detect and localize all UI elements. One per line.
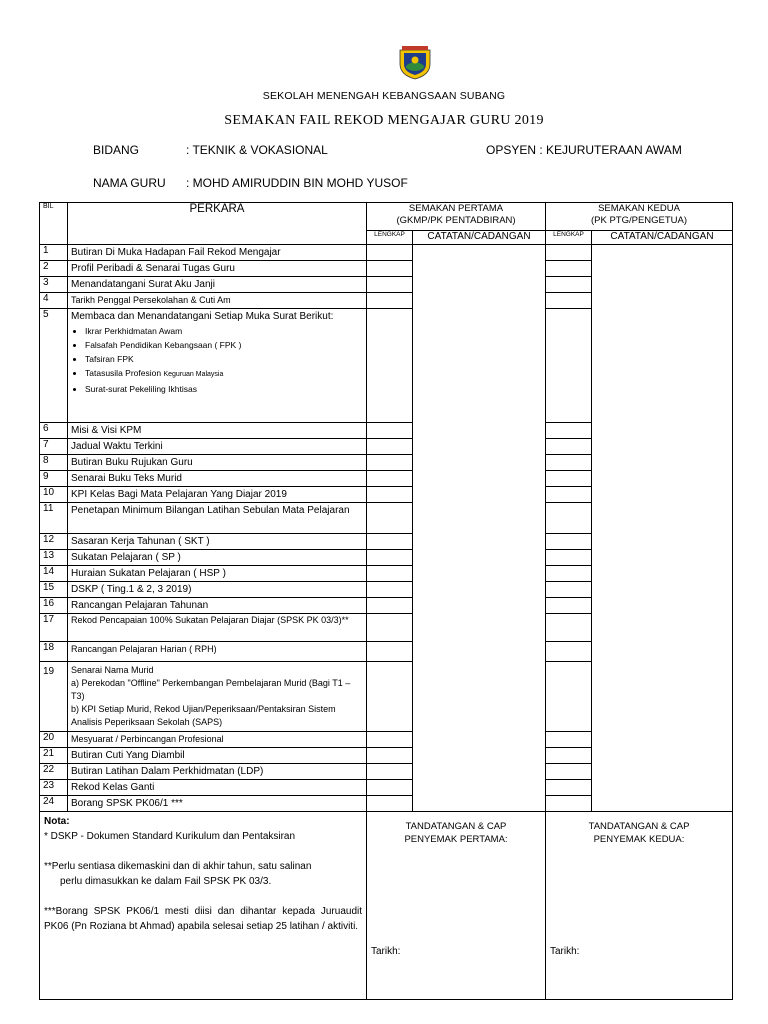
row-item: Butiran Cuti Yang Diambil <box>68 748 367 764</box>
row-item: Borang SPSK PK06/1 *** <box>68 796 367 812</box>
row-item: Mesyuarat / Perbincangan Profesional <box>68 732 367 748</box>
bullet-item: • Falsafah Pendidikan Kebangsaan ( FPK ) <box>85 338 363 352</box>
lengkap-check-2[interactable] <box>546 487 592 503</box>
row-item: Tarikh Penggal Persekolahan & Cuti Am <box>68 293 367 309</box>
row-number: 20 <box>40 732 68 748</box>
row-number: 10 <box>40 487 68 503</box>
signature-first-line1: TANDATANGAN & CAP <box>405 821 507 832</box>
row-item: DSKP ( Ting.1 & 2, 3 2019) <box>68 582 367 598</box>
lengkap-check-2[interactable] <box>546 642 592 662</box>
semakan-pertama-line1: SEMAKAN PERTAMA <box>408 203 504 214</box>
row-item: Profil Peribadi & Senarai Tugas Guru <box>68 261 367 277</box>
lengkap-check-1[interactable] <box>367 277 413 293</box>
row-item: Rancangan Pelajaran Tahunan <box>68 598 367 614</box>
row-item-text: Membaca dan Menandatangani Setiap Muka Surat Berikut: <box>71 311 334 322</box>
lengkap-check-2[interactable] <box>546 261 592 277</box>
bullet-item: • Ikrar Perkhidmatan Awam <box>85 324 363 338</box>
row-item <box>68 309 367 423</box>
row-number: 14 <box>40 566 68 582</box>
row-number: 23 <box>40 780 68 796</box>
nama-guru-label: NAMA GURU <box>93 176 166 190</box>
row-item: Butiran Buku Rujukan Guru <box>68 455 367 471</box>
row-item: Menandatangani Surat Aku Janji <box>68 277 367 293</box>
lengkap-check-2[interactable] <box>546 550 592 566</box>
bullet-item: • Tafsiran FPK <box>85 352 363 366</box>
notes-row <box>40 812 733 1000</box>
bullet-item <box>85 366 363 382</box>
row-item: Misi & Visi KPM <box>68 423 367 439</box>
row-number: 17 <box>40 614 68 642</box>
lengkap-check-1[interactable] <box>367 309 413 423</box>
lengkap-check-1[interactable] <box>367 534 413 550</box>
table-row <box>40 245 733 261</box>
semakan-kedua-header <box>546 203 733 231</box>
signature-second-line2: PENYEMAK KEDUA: <box>593 834 685 845</box>
row-number: 4 <box>40 293 68 309</box>
catatan-cell-2[interactable] <box>592 245 733 812</box>
lengkap-check-1[interactable] <box>367 293 413 309</box>
perkara-header: PERKARA <box>68 203 367 245</box>
lengkap-check-2[interactable] <box>546 582 592 598</box>
nama-guru-value: : MOHD AMIRUDDIN BIN MOHD YUSOF <box>186 176 408 190</box>
lengkap-check-1[interactable] <box>367 261 413 277</box>
tarikh-first-label: Tarikh: <box>371 946 401 957</box>
lengkap-check-2[interactable] <box>546 566 592 582</box>
row-item-line1: Senarai Nama Murid <box>71 665 154 675</box>
lengkap-check-2[interactable] <box>546 293 592 309</box>
row-number: 6 <box>40 423 68 439</box>
row-item-line2: a) Perekodan "Offline" Perkembangan Pembelajaran Murid (Bagi T1 – T3) <box>71 678 351 701</box>
lengkap-check-1[interactable] <box>367 503 413 534</box>
note-perlu-line1: **Perlu sentiasa dikemaskini dan di akhir tahun, satu salinan <box>44 861 312 872</box>
semakan-kedua-line2: (PK PTG/PENGETUA) <box>590 215 688 226</box>
lengkap-check-1[interactable] <box>367 455 413 471</box>
lengkap-check-2[interactable] <box>546 503 592 534</box>
signature-first-label <box>367 820 545 846</box>
signature-second-label <box>546 820 732 846</box>
row-item: Rancangan Pelajaran Harian ( RPH) <box>68 642 367 662</box>
lengkap-check-1[interactable] <box>367 764 413 780</box>
bullet-suffix: Keguruan Malaysia <box>163 371 224 378</box>
row-number: 21 <box>40 748 68 764</box>
school-crest-logo <box>396 44 434 80</box>
bullet-text: Tatasusila Profesion <box>85 368 162 378</box>
bullet-item: • Surat-surat Pekeliling Ikhtisas <box>85 382 363 396</box>
lengkap-check-2[interactable] <box>546 309 592 423</box>
semakan-pertama-line2: (GKMP/PK PENTADBIRAN) <box>396 215 516 226</box>
lengkap-check-2[interactable] <box>546 780 592 796</box>
lengkap-check-1[interactable] <box>367 550 413 566</box>
row-number: 15 <box>40 582 68 598</box>
note-dskp: * DSKP - Dokumen Standard Kurikulum dan Pentaksiran <box>44 831 296 842</box>
lengkap-check-2[interactable] <box>546 439 592 455</box>
notes-section <box>40 812 367 1000</box>
row-item-line3: b) KPI Setiap Murid, Rekod Ujian/Peperiksaan/Pentaksiran Sistem Analisis Peperiksaan Sekolah (SAPS) <box>71 704 336 727</box>
semakan-pertama-header <box>367 203 546 231</box>
lengkap-check-2[interactable] <box>546 662 592 732</box>
row-number: 24 <box>40 796 68 812</box>
lengkap-check-2[interactable] <box>546 471 592 487</box>
lengkap-check-2[interactable] <box>546 455 592 471</box>
bidang-value: : TEKNIK & VOKASIONAL <box>186 143 328 157</box>
note-borang: ***Borang SPSK PK06/1 mesti diisi dan dihantar kepada Juruaudit PK06 (Pn Roziana bt Ahmad) apabila selesai setiap 25 latihan / aktiviti. <box>44 906 362 932</box>
lengkap-check-1[interactable] <box>367 732 413 748</box>
lengkap-check-2[interactable] <box>546 245 592 261</box>
catatan-cell-1[interactable] <box>413 245 546 812</box>
lengkap-check-1[interactable] <box>367 662 413 732</box>
row-item: KPI Kelas Bagi Mata Pelajaran Yang Diajar 2019 <box>68 487 367 503</box>
lengkap-check-2[interactable] <box>546 423 592 439</box>
lengkap-check-1[interactable] <box>367 471 413 487</box>
signature-second-section <box>546 812 733 1000</box>
school-name: SEKOLAH MENENGAH KEBANGSAAN SUBANG <box>262 90 506 102</box>
row-item: Rekod Kelas Ganti <box>68 780 367 796</box>
row-item: Butiran Latihan Dalam Perkhidmatan (LDP) <box>68 764 367 780</box>
lengkap-check-1[interactable] <box>367 748 413 764</box>
semakan-kedua-line1: SEMAKAN KEDUA <box>598 203 680 214</box>
row-number: 13 <box>40 550 68 566</box>
bil-header: BIL <box>40 203 68 245</box>
row-number: 8 <box>40 455 68 471</box>
row-number: 3 <box>40 277 68 293</box>
lengkap-check-1[interactable] <box>367 614 413 642</box>
row-item <box>68 662 367 732</box>
catatan-header-1: CATATAN/CADANGAN <box>413 231 546 245</box>
row-item: Butiran Di Muka Hadapan Fail Rekod Mengajar <box>68 245 367 261</box>
notes-title: Nota: <box>44 816 70 827</box>
row-item: Sukatan Pelajaran ( SP ) <box>68 550 367 566</box>
lengkap-check-1[interactable] <box>367 566 413 582</box>
row-number: 19 <box>40 662 68 732</box>
row-number: 2 <box>40 261 68 277</box>
lengkap-check-1[interactable] <box>367 582 413 598</box>
opsyen-field: OPSYEN : KEJURUTERAAN AWAM <box>486 143 682 157</box>
row-number: 11 <box>40 503 68 534</box>
lengkap-check-1[interactable] <box>367 642 413 662</box>
lengkap-check-1[interactable] <box>367 780 413 796</box>
row-number: 9 <box>40 471 68 487</box>
lengkap-check-2[interactable] <box>546 748 592 764</box>
lengkap-check-2[interactable] <box>546 764 592 780</box>
row-item: Huraian Sukatan Pelajaran ( HSP ) <box>68 566 367 582</box>
signature-first-section <box>367 812 546 1000</box>
lengkap-check-2[interactable] <box>546 732 592 748</box>
lengkap-check-2[interactable] <box>546 534 592 550</box>
row-item: Sasaran Kerja Tahunan ( SKT ) <box>68 534 367 550</box>
row-number: 12 <box>40 534 68 550</box>
lengkap-header-1: LENGKAP <box>367 231 413 245</box>
lengkap-check-2[interactable] <box>546 796 592 812</box>
row-item: Penetapan Minimum Bilangan Latihan Sebulan Mata Pelajaran <box>68 503 367 534</box>
bullet-list <box>71 324 363 396</box>
bidang-label: BIDANG <box>93 143 140 157</box>
lengkap-check-1[interactable] <box>367 598 413 614</box>
row-item: Rekod Pencapaian 100% Sukatan Pelajaran Diajar (SPSK PK 03/3)** <box>68 614 367 642</box>
document-title: SEMAKAN FAIL REKOD MENGAJAR GURU 2019 <box>224 113 544 128</box>
signature-second-line1: TANDATANGAN & CAP <box>588 821 690 832</box>
row-number: 16 <box>40 598 68 614</box>
row-number: 7 <box>40 439 68 455</box>
row-item: Senarai Buku Teks Murid <box>68 471 367 487</box>
row-item: Jadual Waktu Terkini <box>68 439 367 455</box>
lengkap-header-2: LENGKAP <box>546 231 592 245</box>
row-number: 5 <box>40 309 68 423</box>
lengkap-check-2[interactable] <box>546 277 592 293</box>
lengkap-check-1[interactable] <box>367 245 413 261</box>
tarikh-second-label: Tarikh: <box>550 946 580 957</box>
row-number: 1 <box>40 245 68 261</box>
row-number: 18 <box>40 642 68 662</box>
signature-first-line2: PENYEMAK PERTAMA: <box>404 834 508 845</box>
lengkap-check-1[interactable] <box>367 439 413 455</box>
lengkap-check-1[interactable] <box>367 423 413 439</box>
catatan-header-2: CATATAN/CADANGAN <box>592 231 733 245</box>
note-perlu-line2: perlu dimasukkan ke dalam Fail SPSK PK 03/3. <box>60 876 272 887</box>
lengkap-check-1[interactable] <box>367 796 413 812</box>
lengkap-check-2[interactable] <box>546 614 592 642</box>
lengkap-check-1[interactable] <box>367 487 413 503</box>
checklist-table <box>39 202 733 1000</box>
lengkap-check-2[interactable] <box>546 598 592 614</box>
row-number: 22 <box>40 764 68 780</box>
